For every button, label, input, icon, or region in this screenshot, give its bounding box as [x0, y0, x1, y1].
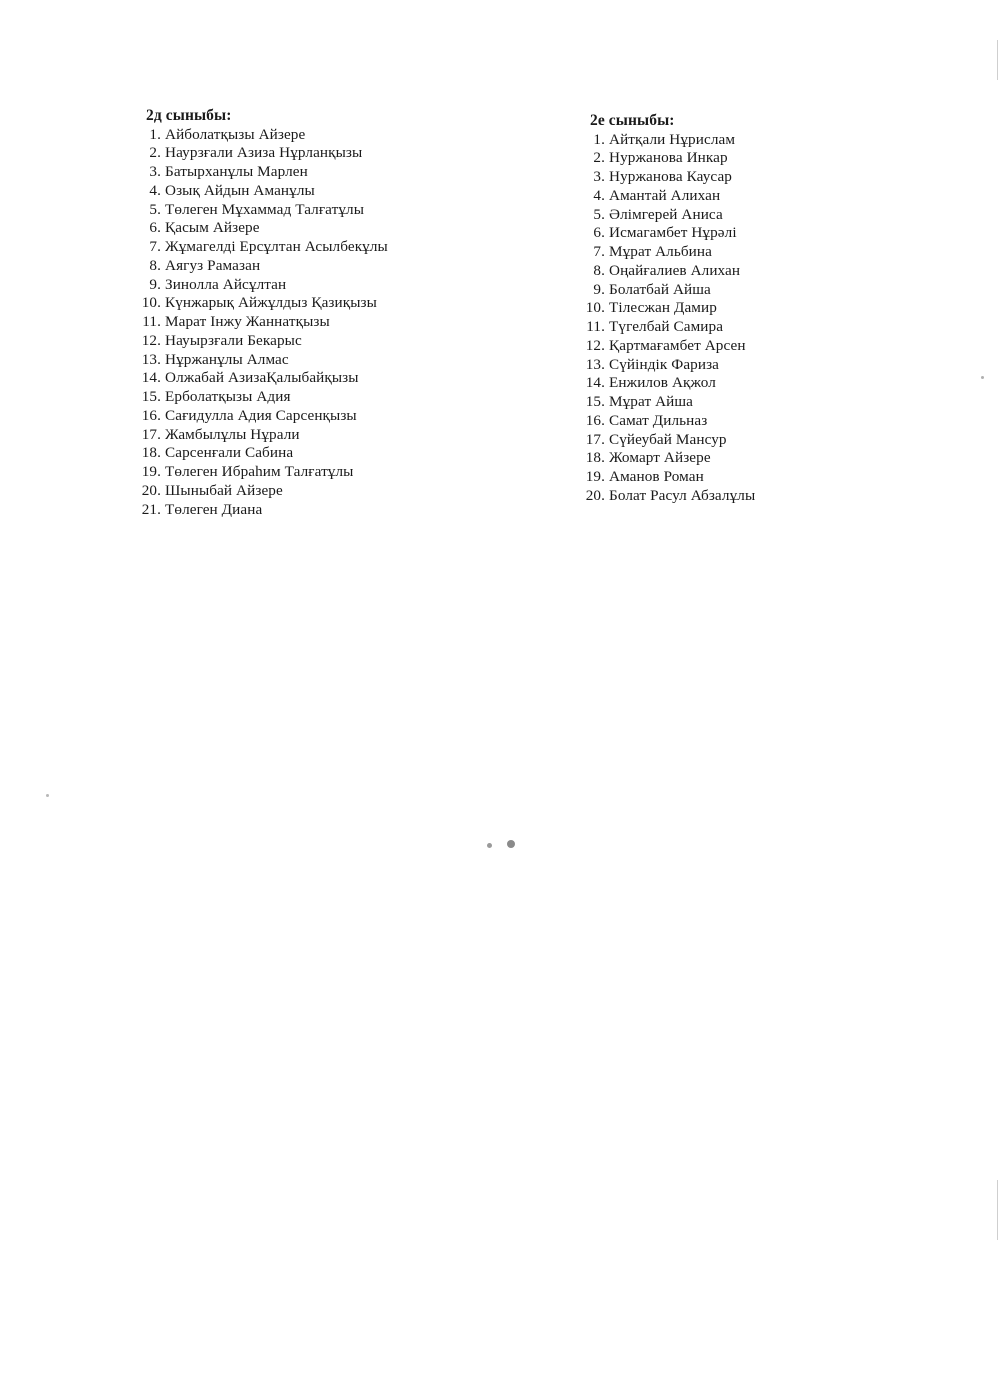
- student-list-item: [585, 299, 755, 318]
- student-number: 18.: [141, 444, 161, 462]
- student-number: 14.: [141, 369, 161, 387]
- student-list-item: [141, 501, 388, 520]
- student-name: Жамбылұлы Нұрали: [165, 425, 300, 443]
- student-number: 7.: [593, 243, 605, 261]
- student-number: 2.: [149, 144, 161, 162]
- student-list-item: [585, 468, 755, 487]
- student-number: 20.: [585, 486, 605, 504]
- student-name: Төлеген Мұхаммад Талғатұлы: [165, 200, 365, 218]
- scan-edge-line: [997, 1180, 998, 1240]
- student-name: Мұрат Альбина: [609, 243, 712, 261]
- student-number: 9.: [593, 280, 605, 298]
- student-number: 7.: [149, 238, 161, 256]
- student-name: Тілесжан Дамир: [609, 299, 717, 317]
- student-number: 10.: [141, 294, 161, 312]
- student-name: Нұржанұлы Алмас: [165, 350, 289, 368]
- class-2e-student-list: [585, 131, 755, 506]
- student-number: 6.: [593, 224, 605, 242]
- student-number: 12.: [141, 331, 161, 349]
- student-name: Науырзғали Бекарыс: [165, 331, 302, 349]
- scan-speck: [507, 840, 515, 848]
- student-number: 4.: [149, 181, 161, 199]
- student-name: Амантай Алихан: [609, 186, 721, 204]
- student-number: 8.: [593, 261, 605, 279]
- student-list-item: [141, 332, 388, 351]
- student-name: Аягуз Рамазан: [165, 256, 261, 274]
- student-name: Айболатқызы Айзере: [165, 125, 306, 143]
- student-number: 6.: [149, 219, 161, 237]
- student-name: Марат Інжу Жаннатқызы: [165, 313, 330, 331]
- student-name: Батырханұлы Марлен: [165, 163, 308, 181]
- student-number: 16.: [585, 411, 605, 429]
- student-number: 21.: [141, 500, 161, 518]
- student-name: Қартмағамбет Арсен: [609, 336, 746, 354]
- student-name: Ерболатқызы Адия: [165, 388, 291, 406]
- student-list-item: [141, 126, 388, 145]
- student-list-item: [141, 163, 388, 182]
- student-list-item: [585, 318, 755, 337]
- student-number: 5.: [593, 205, 605, 223]
- student-name: Қасым Айзере: [165, 219, 260, 237]
- student-list-item: [585, 337, 755, 356]
- scan-edge-line: [997, 40, 998, 80]
- student-name: Енжилов Ақжол: [609, 374, 716, 392]
- student-name: Шыныбай Айзере: [165, 481, 283, 499]
- student-name: Жомарт Айзере: [609, 449, 711, 467]
- student-name: Мұрат Айша: [609, 393, 694, 411]
- student-list-item: [141, 482, 388, 501]
- student-name: Олжабай АзизаҚалыбайқызы: [165, 369, 359, 387]
- student-name: Күнжарық Айжұлдыз Қазиқызы: [165, 294, 377, 312]
- student-list-item: [141, 444, 388, 463]
- student-number: 11.: [586, 318, 605, 336]
- student-name: Төлеген Диана: [165, 500, 263, 518]
- student-list-item: [141, 238, 388, 257]
- student-number: 9.: [149, 275, 161, 293]
- student-number: 10.: [585, 299, 605, 317]
- student-name: Жұмагелді Ерсұлтан Асылбекұлы: [165, 238, 388, 256]
- student-number: 4.: [593, 186, 605, 204]
- student-number: 20.: [141, 481, 161, 499]
- student-list-item: [141, 407, 388, 426]
- scan-speck: [981, 376, 984, 379]
- student-list-item: [585, 224, 755, 243]
- student-name: Озық Айдын Аманұлы: [165, 181, 315, 199]
- student-list-item: [585, 131, 755, 150]
- student-list-item: [585, 243, 755, 262]
- student-list-item: [141, 426, 388, 445]
- student-name: Сүйеубай Мансур: [609, 430, 727, 448]
- student-number: 18.: [585, 449, 605, 467]
- student-number: 13.: [141, 350, 161, 368]
- student-list-item: [141, 463, 388, 482]
- student-number: 16.: [141, 406, 161, 424]
- student-list-item: [585, 149, 755, 168]
- class-2d-section: [141, 107, 388, 519]
- student-name: Сарсенғали Сабина: [165, 444, 294, 462]
- student-name: Оңайғалиев Алихан: [609, 261, 741, 279]
- student-list-item: [585, 487, 755, 506]
- student-number: 1.: [593, 130, 605, 148]
- student-number: 1.: [149, 125, 161, 143]
- student-name: Болат Расул Абзалұлы: [609, 486, 756, 504]
- student-list-item: [585, 187, 755, 206]
- student-list-item: [141, 313, 388, 332]
- student-list-item: [141, 294, 388, 313]
- student-number: 3.: [149, 163, 161, 181]
- student-number: 11.: [142, 313, 161, 331]
- student-name: Исмагамбет Нұрәлі: [609, 224, 737, 242]
- student-list-item: [585, 206, 755, 225]
- student-list-item: [585, 393, 755, 412]
- student-list-item: [141, 351, 388, 370]
- student-list-item: [585, 262, 755, 281]
- student-name: Айтқали Нұрислам: [609, 130, 736, 148]
- student-list-item: [141, 182, 388, 201]
- student-list-item: [585, 412, 755, 431]
- student-list-item: [141, 201, 388, 220]
- student-name: Нуржанова Каусар: [609, 168, 732, 186]
- student-name: Түгелбай Самира: [609, 318, 724, 336]
- student-list-item: [585, 374, 755, 393]
- student-name: Әлімгерей Аниса: [609, 205, 723, 223]
- scan-speck: [487, 843, 492, 848]
- student-list-item: [585, 356, 755, 375]
- scan-speck: [46, 794, 49, 797]
- student-list-item: [585, 168, 755, 187]
- student-name: Зинолла Айсұлтан: [165, 275, 287, 293]
- student-number: 14.: [585, 374, 605, 392]
- student-list-item: [141, 144, 388, 163]
- student-name: Нуржанова Инкар: [609, 149, 728, 167]
- student-list-item: [585, 431, 755, 450]
- student-list-item: [585, 449, 755, 468]
- student-number: 13.: [585, 355, 605, 373]
- class-2e-title: 2е сыныбы:: [590, 112, 675, 129]
- student-name: Болатбай Айша: [609, 280, 711, 298]
- student-number: 12.: [585, 336, 605, 354]
- student-list-item: [141, 219, 388, 238]
- student-name: Наурзғали Азиза Нұрланқызы: [165, 144, 363, 162]
- student-name: Төлеген Ибраһим Талғатұлы: [165, 463, 354, 481]
- class-2e-section: [585, 112, 755, 506]
- student-number: 15.: [141, 388, 161, 406]
- student-number: 19.: [585, 468, 605, 486]
- student-number: 17.: [585, 430, 605, 448]
- student-number: 15.: [585, 393, 605, 411]
- student-list-item: [141, 369, 388, 388]
- student-number: 19.: [141, 463, 161, 481]
- student-number: 8.: [149, 256, 161, 274]
- student-list-item: [141, 388, 388, 407]
- student-number: 3.: [593, 168, 605, 186]
- student-list-item: [141, 257, 388, 276]
- student-list-item: [141, 276, 388, 295]
- student-name: Аманов Роман: [609, 468, 704, 486]
- student-list-item: [585, 281, 755, 300]
- student-name: Сағидулла Адия Сарсенқызы: [165, 406, 357, 424]
- student-number: 5.: [149, 200, 161, 218]
- student-number: 2.: [593, 149, 605, 167]
- student-name: Сүйіндік Фариза: [609, 355, 720, 373]
- class-2d-title: 2д сыныбы:: [146, 107, 232, 124]
- student-number: 17.: [141, 425, 161, 443]
- class-2d-student-list: [141, 126, 388, 520]
- student-name: Самат Дильназ: [609, 411, 708, 429]
